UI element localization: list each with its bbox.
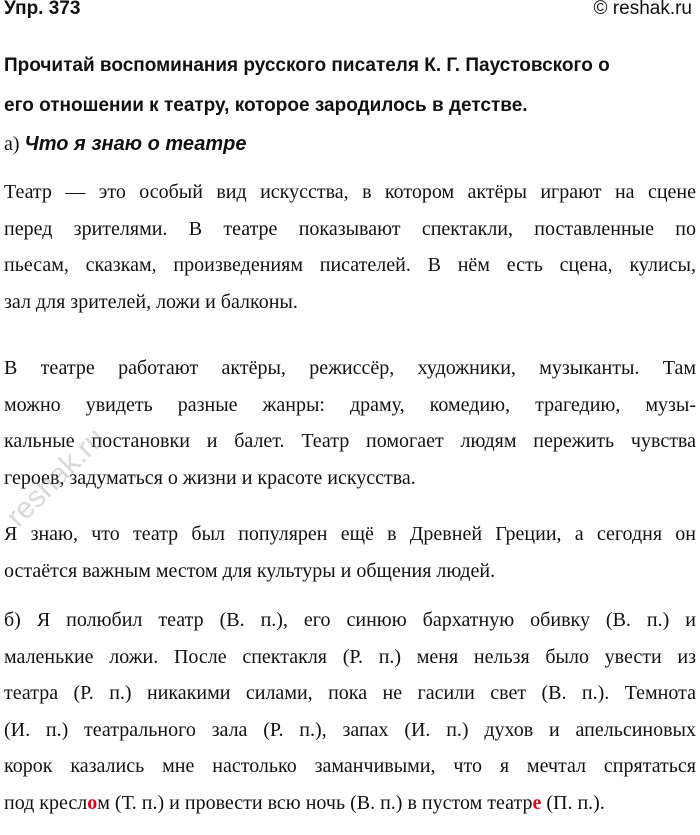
paragraph-line: театра (Р. п.) никакими силами, пока не гасили свет (В. п.). Темнота [4,682,696,704]
paragraph-line: героев, задуматься о жизни и красоте искусства. [4,466,416,489]
paragraph-line: перед зрителями. В театре показывают спектакли, поставленные по [4,217,696,240]
paragraph-line: (И. п.) театрального зала (Р. п.), запах (И. п.) духов и апельсиновых [4,718,696,741]
paragraph-line: зал для зрителей, ложи и балконы. [4,290,298,313]
paragraph-line: б) Я полюбил театр (В. п.), его синюю бархатную обивку (В. п.) и [4,609,696,631]
task-line-2: его отношении к театру, которое зародилось в детстве. [4,95,528,116]
paragraph-4 [4,602,696,821]
paragraph-line: Я знаю, что театр был популярен ещё в Древней Греции, а сегодня он [4,523,696,545]
part-a-label: а) [4,133,25,155]
paragraph-1 [4,174,696,320]
text-segment: м (Т. п.) и провести всю ночь (В. п.) в пустом театр [97,791,533,814]
task-line-1: Прочитай воспоминания русского писателя К. Г. Паустовского о [4,55,610,76]
paragraph-line: остаётся важным местом для культуры и общения людей. [4,559,496,582]
site-credit[interactable]: © reshak.ru [593,0,692,19]
page-header [0,0,700,26]
paragraph-line: корок казались мне настолько заманчивыми, что я мечтал спрятаться [4,755,696,777]
watermark: reshak.ru [0,421,112,534]
paragraph-3 [4,516,696,589]
paragraph-line: кальные постановки и балет. Театр помогает людям пережить чувства [4,430,696,452]
paragraph-line: В театре работают актёры, режиссёр, художники, музыканты. Там [4,357,696,379]
paragraph-line: пьесам, сказкам, произведениям писателей. В нём есть сцена, кулисы, [4,254,696,276]
text-segment: под кресл [4,791,88,814]
paragraph-line: можно увидеть разные жанры: драму, комедию, трагедию, музы- [4,393,696,416]
highlighted-ending: о [87,791,98,814]
paragraph-2 [4,350,696,496]
paragraph-line: маленькие ложи. После спектакля (Р. п.) меня нельзя было увести из [4,645,696,668]
highlighted-ending: е [532,791,542,814]
part-a-title: Что я знаю о театре [24,133,247,155]
text-segment: (П. п.). [541,791,605,814]
paragraph-last-line [4,785,696,822]
part-a-heading [4,133,247,156]
paragraph-line: Театр — это особый вид искусства, в котором актёры играют на сцене [4,181,696,203]
exercise-number: Упр. 373 [4,0,81,19]
task-instruction [4,46,696,126]
